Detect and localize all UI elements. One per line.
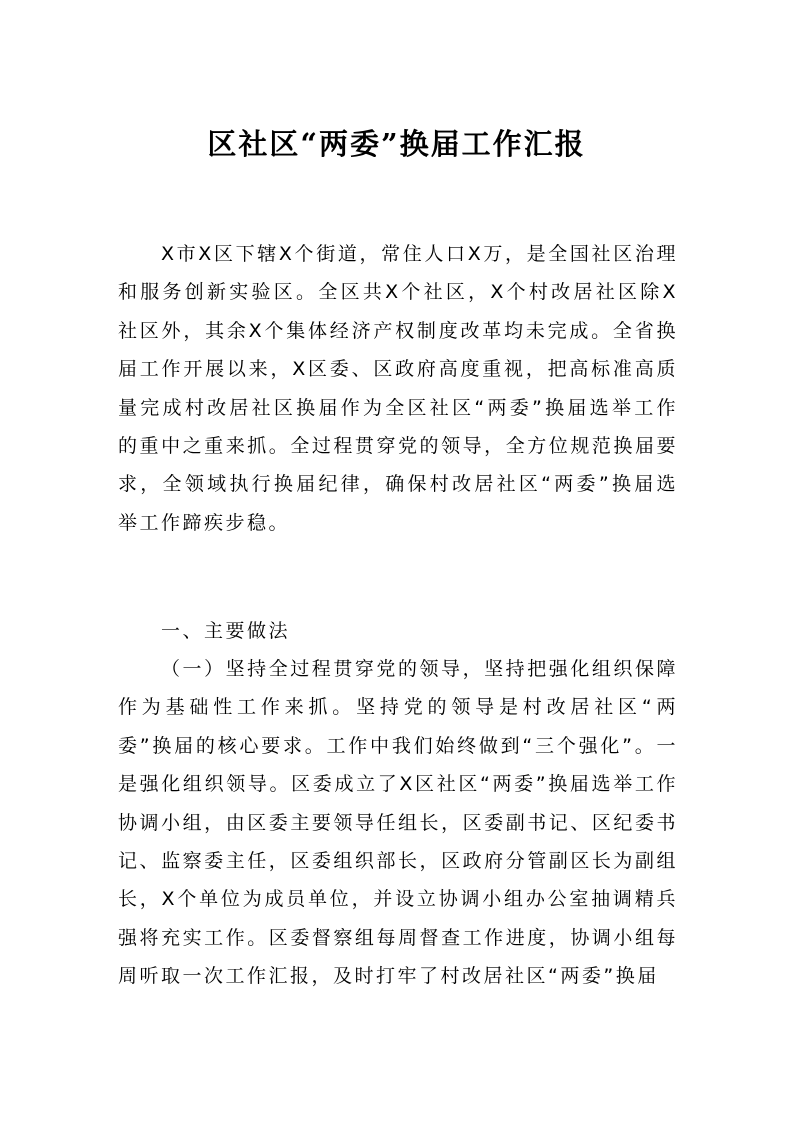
section-paragraph: （一）坚持全过程贯穿党的领导，坚持把强化组织保障作为基础性工作来抓。坚持党的领导是村改居社区“两委”换届的核心要求。工作中我们始终做到“三个强化”。一是强化组织领导。区委成立了X区社区“两委”换届选举工作协调小组，由区委主要领导任组长，区委副书记、区纪委书记、监察委主任，区委组织部长，区政府分管副区长为副组长，X个单位为成员单位，并设立协调小组办公室抽调精兵强将充实工作。区委督察组每周督查工作进度，协调小组每周听取一次工作汇报，及时打牢了村改居社区“两委”换届	[118, 658, 678, 988]
document-title: 区社区“两委”换届工作汇报	[207, 127, 586, 161]
intro-paragraph: X市X区下辖X个街道，常住人口X万，是全国社区治理和服务创新实验区。全区共X个社区，X个村改居社区除X社区外，其余X个集体经济产权制度改革均未完成。全省换届工作开展以来，X区委、区政府高度重视，把高标准高质量完成村改居社区换届作为全区社区“两委”换届选举工作的重中之重来抓。全过程贯穿党的领导，全方位规范换届要求，全领域执行换届纪律，确保村改居社区“两委”换届选举工作蹄疾步稳。	[118, 243, 678, 534]
section-heading: 一、主要做法	[161, 620, 291, 642]
